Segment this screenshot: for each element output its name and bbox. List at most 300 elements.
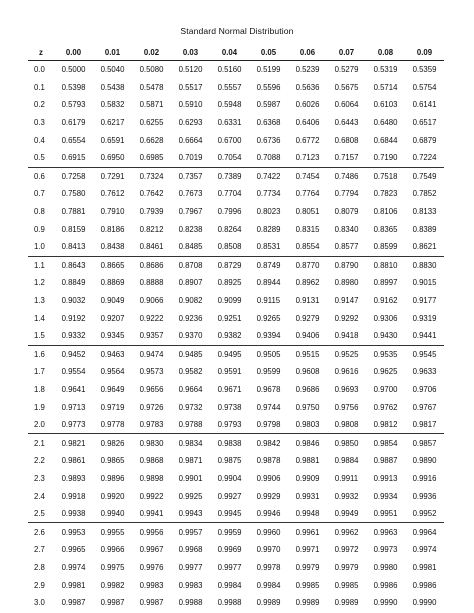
probability-cell: 0.9983	[139, 580, 164, 590]
probability-cell: 0.9963	[373, 527, 398, 537]
probability-cell: 0.9904	[217, 473, 242, 483]
table-row	[28, 220, 444, 238]
probability-cell: 0.5636	[295, 82, 320, 92]
probability-cell: 0.5000	[61, 65, 86, 75]
z-value-cell: 0.4	[34, 135, 45, 145]
probability-cell: 0.9961	[295, 527, 320, 537]
probability-cell: 0.8485	[171, 238, 210, 256]
probability-cell: 0.9953	[61, 527, 86, 537]
probability-cell: 0.6103	[373, 100, 398, 110]
table-header	[28, 45, 444, 61]
probability-cell: 0.9505	[256, 349, 281, 359]
probability-cell: 0.8264	[217, 224, 242, 234]
probability-cell: 0.8413	[54, 238, 93, 256]
table-row	[28, 416, 444, 434]
z-value-cell: 0.7	[34, 189, 45, 199]
probability-cell: 0.9812	[366, 416, 405, 434]
probability-cell: 0.9649	[100, 384, 125, 394]
table-row	[28, 470, 444, 488]
probability-cell: 0.9943	[171, 505, 210, 523]
probability-cell: 0.9983	[178, 580, 203, 590]
probability-cell: 0.9901	[178, 473, 203, 483]
probability-cell: 0.9981	[412, 562, 437, 572]
probability-cell: 0.9738	[217, 402, 242, 412]
probability-cell: 0.9625	[373, 367, 398, 377]
column-header: 0.04	[221, 48, 238, 57]
probability-cell: 0.6443	[334, 118, 359, 128]
z-value-cell: 1.2	[34, 278, 45, 288]
probability-cell: 0.9032	[61, 296, 86, 306]
probability-cell: 0.7389	[217, 171, 242, 181]
probability-cell: 0.6664	[178, 135, 203, 145]
table-row	[28, 559, 444, 577]
probability-cell: 0.8790	[334, 260, 359, 270]
probability-cell: 0.9975	[100, 562, 125, 572]
probability-cell: 0.9633	[412, 367, 437, 377]
probability-cell: 0.9986	[412, 580, 437, 590]
probability-cell: 0.5120	[178, 65, 203, 75]
probability-cell: 0.9485	[178, 349, 203, 359]
probability-cell: 0.9979	[295, 562, 320, 572]
z-value-cell: 0.9	[34, 224, 45, 234]
probability-cell: 0.8133	[412, 207, 437, 217]
z-value-cell: 0.1	[34, 82, 45, 92]
probability-cell: 0.9767	[412, 402, 437, 412]
table-row	[28, 292, 444, 310]
probability-cell: 0.6628	[139, 135, 164, 145]
probability-cell: 0.9834	[178, 438, 203, 448]
probability-cell: 0.8869	[100, 278, 125, 288]
probability-cell: 0.5279	[334, 65, 359, 75]
z-value-cell: 1.8	[34, 384, 45, 394]
z-value-cell: 2.6	[34, 527, 45, 537]
probability-cell: 0.9713	[61, 402, 86, 412]
probability-cell: 0.7939	[139, 207, 164, 217]
probability-cell: 0.6591	[100, 135, 125, 145]
probability-cell: 0.9960	[256, 527, 281, 537]
column-header: 0.09	[416, 48, 433, 57]
probability-cell: 0.9495	[217, 349, 242, 359]
probability-cell: 0.8599	[366, 238, 405, 256]
probability-cell: 0.8289	[256, 224, 281, 234]
probability-cell: 0.6554	[61, 135, 86, 145]
z-value-cell: 1.0	[28, 238, 54, 256]
probability-cell: 0.9292	[334, 313, 359, 323]
probability-cell: 0.9656	[139, 384, 164, 394]
probability-cell: 0.8708	[178, 260, 203, 270]
probability-cell: 0.9817	[405, 416, 444, 434]
probability-cell: 0.6064	[334, 100, 359, 110]
probability-cell: 0.9887	[373, 456, 398, 466]
probability-cell: 0.9977	[178, 562, 203, 572]
probability-cell: 0.9857	[412, 438, 437, 448]
probability-cell: 0.9931	[295, 491, 320, 501]
probability-cell: 0.9099	[217, 296, 242, 306]
probability-cell: 0.9756	[334, 402, 359, 412]
probability-cell: 0.9049	[100, 296, 125, 306]
probability-cell: 0.9357	[132, 327, 171, 345]
probability-cell: 0.5160	[217, 65, 242, 75]
column-header: 0.00	[65, 48, 82, 57]
z-value-cell: 2.3	[34, 473, 45, 483]
probability-cell: 0.9535	[373, 349, 398, 359]
probability-cell: 0.9979	[334, 562, 359, 572]
probability-cell: 0.6879	[412, 135, 437, 145]
probability-cell: 0.8907	[178, 278, 203, 288]
probability-cell: 0.7486	[334, 171, 359, 181]
probability-cell: 0.9762	[373, 402, 398, 412]
probability-cell: 0.8888	[139, 278, 164, 288]
probability-cell: 0.9192	[61, 313, 86, 323]
probability-cell: 0.9082	[178, 296, 203, 306]
probability-cell: 0.9066	[139, 296, 164, 306]
probability-cell: 0.9793	[210, 416, 249, 434]
probability-cell: 0.9678	[256, 384, 281, 394]
probability-cell: 0.9970	[256, 545, 281, 555]
probability-cell: 0.9865	[100, 456, 125, 466]
probability-cell: 0.9893	[61, 473, 86, 483]
probability-cell: 0.9974	[412, 545, 437, 555]
probability-cell: 0.9591	[217, 367, 242, 377]
probability-cell: 0.9949	[327, 505, 366, 523]
probability-cell: 0.9957	[178, 527, 203, 537]
table-row	[28, 114, 444, 132]
probability-cell: 0.9955	[100, 527, 125, 537]
table-row	[28, 256, 444, 274]
probability-cell: 0.8686	[139, 260, 164, 270]
table-row	[28, 505, 444, 523]
probability-cell: 0.9922	[139, 491, 164, 501]
probability-cell: 0.7324	[139, 171, 164, 181]
probability-cell: 0.9989	[295, 598, 320, 608]
probability-cell: 0.9783	[132, 416, 171, 434]
probability-cell: 0.8925	[217, 278, 242, 288]
probability-cell: 0.8079	[334, 207, 359, 217]
z-value-cell: 3.0	[34, 598, 45, 608]
probability-cell: 0.9964	[412, 527, 437, 537]
probability-cell: 0.7734	[256, 189, 281, 199]
z-value-cell: 1.9	[34, 402, 45, 412]
probability-cell: 0.9207	[100, 313, 125, 323]
probability-cell: 0.9952	[405, 505, 444, 523]
probability-cell: 0.7258	[61, 171, 86, 181]
probability-cell: 0.9750	[295, 402, 320, 412]
table-row	[28, 61, 444, 79]
z-value-cell: 1.5	[28, 327, 54, 345]
probability-cell: 0.9981	[61, 580, 86, 590]
probability-cell: 0.9985	[295, 580, 320, 590]
z-value-cell: 2.9	[34, 580, 45, 590]
z-value-cell: 1.6	[34, 349, 45, 359]
probability-cell: 0.9641	[61, 384, 86, 394]
table-row	[28, 434, 444, 452]
probability-cell: 0.8340	[334, 224, 359, 234]
probability-cell: 0.5675	[334, 82, 359, 92]
z-value-cell: 1.7	[34, 367, 45, 377]
probability-cell: 0.7612	[100, 189, 125, 199]
probability-cell: 0.7224	[405, 149, 444, 167]
probability-cell: 0.7454	[295, 171, 320, 181]
probability-cell: 0.9936	[412, 491, 437, 501]
probability-cell: 0.7967	[178, 207, 203, 217]
table-row	[28, 381, 444, 399]
probability-cell: 0.6915	[54, 149, 93, 167]
probability-cell: 0.9940	[93, 505, 132, 523]
probability-cell: 0.9966	[100, 545, 125, 555]
z-value-cell: 2.0	[28, 416, 54, 434]
column-header: 0.02	[143, 48, 160, 57]
probability-cell: 0.8438	[93, 238, 132, 256]
table-row	[28, 363, 444, 381]
probability-cell: 0.8944	[256, 278, 281, 288]
table-row	[28, 238, 444, 256]
probability-cell: 0.9830	[139, 438, 164, 448]
probability-cell: 0.9896	[100, 473, 125, 483]
probability-cell: 0.9990	[412, 598, 437, 608]
probability-cell: 0.5910	[178, 100, 203, 110]
probability-cell: 0.9686	[295, 384, 320, 394]
probability-cell: 0.9932	[334, 491, 359, 501]
probability-cell: 0.9846	[295, 438, 320, 448]
column-header: 0.08	[377, 48, 394, 57]
probability-cell: 0.9861	[61, 456, 86, 466]
probability-cell: 0.9265	[256, 313, 281, 323]
table-row	[28, 131, 444, 149]
table-row	[28, 274, 444, 292]
z-value-cell: 1.4	[34, 313, 45, 323]
column-header-z: z	[39, 48, 43, 57]
probability-cell: 0.7549	[412, 171, 437, 181]
z-value-cell: 0.8	[34, 207, 45, 217]
z-value-cell: 0.2	[34, 100, 45, 110]
probability-cell: 0.9251	[217, 313, 242, 323]
probability-cell: 0.9515	[295, 349, 320, 359]
probability-cell: 0.6331	[217, 118, 242, 128]
probability-cell: 0.5517	[178, 82, 203, 92]
probability-cell: 0.7704	[217, 189, 242, 199]
probability-cell: 0.9959	[217, 527, 242, 537]
probability-cell: 0.9946	[249, 505, 288, 523]
probability-cell: 0.6808	[334, 135, 359, 145]
probability-cell: 0.5199	[256, 65, 281, 75]
probability-cell: 0.9987	[139, 598, 164, 608]
probability-cell: 0.8849	[61, 278, 86, 288]
probability-cell: 0.6368	[256, 118, 281, 128]
probability-cell: 0.8962	[295, 278, 320, 288]
probability-cell: 0.9941	[132, 505, 171, 523]
z-table	[28, 45, 444, 611]
probability-cell: 0.9938	[54, 505, 93, 523]
probability-cell: 0.9890	[412, 456, 437, 466]
probability-cell: 0.7054	[210, 149, 249, 167]
probability-cell: 0.8621	[405, 238, 444, 256]
z-value-cell: 2.4	[34, 491, 45, 501]
probability-cell: 0.9916	[412, 473, 437, 483]
probability-cell: 0.5793	[61, 100, 86, 110]
probability-cell: 0.6141	[412, 100, 437, 110]
probability-cell: 0.9984	[256, 580, 281, 590]
table-row	[28, 452, 444, 470]
probability-cell: 0.7123	[288, 149, 327, 167]
probability-cell: 0.9987	[100, 598, 125, 608]
probability-cell: 0.9956	[139, 527, 164, 537]
probability-cell: 0.9744	[256, 402, 281, 412]
probability-cell: 0.9871	[178, 456, 203, 466]
probability-cell: 0.9279	[295, 313, 320, 323]
probability-cell: 0.9463	[100, 349, 125, 359]
probability-cell: 0.9945	[210, 505, 249, 523]
probability-cell: 0.9951	[366, 505, 405, 523]
probability-cell: 0.9878	[256, 456, 281, 466]
probability-cell: 0.9962	[334, 527, 359, 537]
probability-cell: 0.9838	[217, 438, 242, 448]
probability-cell: 0.7823	[373, 189, 398, 199]
z-value-cell: 1.3	[34, 296, 45, 306]
table-row	[28, 541, 444, 559]
table-row	[28, 594, 444, 612]
probability-cell: 0.9968	[178, 545, 203, 555]
probability-cell: 0.6736	[256, 135, 281, 145]
probability-cell: 0.9972	[334, 545, 359, 555]
probability-cell: 0.9974	[61, 562, 86, 572]
probability-cell: 0.9803	[288, 416, 327, 434]
probability-cell: 0.5080	[139, 65, 164, 75]
column-header: 0.05	[260, 48, 277, 57]
probability-cell: 0.9884	[334, 456, 359, 466]
probability-cell: 0.9978	[256, 562, 281, 572]
probability-cell: 0.9441	[405, 327, 444, 345]
probability-cell: 0.9913	[373, 473, 398, 483]
probability-cell: 0.5319	[373, 65, 398, 75]
probability-cell: 0.7580	[61, 189, 86, 199]
probability-cell: 0.8051	[295, 207, 320, 217]
probability-cell: 0.9988	[178, 598, 203, 608]
probability-cell: 0.9554	[61, 367, 86, 377]
column-header: 0.06	[299, 48, 316, 57]
probability-cell: 0.5438	[100, 82, 125, 92]
probability-cell: 0.8212	[139, 224, 164, 234]
probability-cell: 0.9986	[373, 580, 398, 590]
probability-cell: 0.8643	[61, 260, 86, 270]
probability-cell: 0.8508	[210, 238, 249, 256]
probability-cell: 0.9969	[217, 545, 242, 555]
probability-cell: 0.7422	[256, 171, 281, 181]
probability-cell: 0.9345	[93, 327, 132, 345]
probability-cell: 0.7190	[366, 149, 405, 167]
probability-cell: 0.9236	[178, 313, 203, 323]
probability-cell: 0.9306	[373, 313, 398, 323]
probability-cell: 0.9984	[217, 580, 242, 590]
probability-cell: 0.5398	[61, 82, 86, 92]
probability-cell: 0.9971	[295, 545, 320, 555]
probability-cell: 0.8577	[327, 238, 366, 256]
probability-cell: 0.9177	[412, 296, 437, 306]
probability-cell: 0.9370	[171, 327, 210, 345]
probability-cell: 0.9826	[100, 438, 125, 448]
z-value-cell: 2.1	[34, 438, 45, 448]
probability-cell: 0.9989	[334, 598, 359, 608]
probability-cell: 0.8531	[249, 238, 288, 256]
probability-cell: 0.9015	[412, 278, 437, 288]
probability-cell: 0.5714	[373, 82, 398, 92]
probability-cell: 0.9920	[100, 491, 125, 501]
z-value-cell: 0.6	[34, 171, 45, 181]
probability-cell: 0.8997	[373, 278, 398, 288]
probability-cell: 0.9973	[373, 545, 398, 555]
probability-cell: 0.9798	[249, 416, 288, 434]
probability-cell: 0.9875	[217, 456, 242, 466]
probability-cell: 0.7673	[178, 189, 203, 199]
probability-cell: 0.7764	[295, 189, 320, 199]
probability-cell: 0.7910	[100, 207, 125, 217]
table-row	[28, 149, 444, 167]
probability-cell: 0.9985	[334, 580, 359, 590]
probability-cell: 0.8159	[61, 224, 86, 234]
probability-cell: 0.9909	[295, 473, 320, 483]
probability-cell: 0.9990	[373, 598, 398, 608]
probability-cell: 0.9719	[100, 402, 125, 412]
probability-cell: 0.9525	[334, 349, 359, 359]
table-row	[28, 523, 444, 541]
probability-cell: 0.6517	[412, 118, 437, 128]
probability-cell: 0.7642	[139, 189, 164, 199]
probability-cell: 0.8770	[295, 260, 320, 270]
probability-cell: 0.9821	[61, 438, 86, 448]
probability-cell: 0.8238	[178, 224, 203, 234]
probability-cell: 0.9162	[373, 296, 398, 306]
probability-cell: 0.7291	[100, 171, 125, 181]
probability-cell: 0.8665	[100, 260, 125, 270]
probability-cell: 0.8186	[100, 224, 125, 234]
z-value-cell: 1.1	[34, 260, 45, 270]
probability-cell: 0.7852	[412, 189, 437, 199]
probability-cell: 0.6844	[373, 135, 398, 145]
probability-cell: 0.8315	[295, 224, 320, 234]
table-row	[28, 203, 444, 221]
probability-cell: 0.9700	[373, 384, 398, 394]
probability-cell: 0.9671	[217, 384, 242, 394]
probability-cell: 0.9980	[373, 562, 398, 572]
probability-cell: 0.6985	[132, 149, 171, 167]
probability-cell: 0.9131	[295, 296, 320, 306]
document-title: Standard Normal Distribution	[180, 26, 294, 36]
table-row	[28, 79, 444, 97]
probability-cell: 0.9906	[256, 473, 281, 483]
table-row	[28, 576, 444, 594]
probability-cell: 0.9394	[249, 327, 288, 345]
probability-cell: 0.7794	[334, 189, 359, 199]
probability-cell: 0.5832	[100, 100, 125, 110]
z-value-cell: 2.2	[34, 456, 45, 466]
probability-cell: 0.9452	[61, 349, 86, 359]
probability-cell: 0.9582	[178, 367, 203, 377]
probability-cell: 0.9898	[139, 473, 164, 483]
probability-cell: 0.8810	[373, 260, 398, 270]
probability-cell: 0.5040	[100, 65, 125, 75]
probability-cell: 0.5754	[412, 82, 437, 92]
probability-cell: 0.9982	[100, 580, 125, 590]
probability-cell: 0.5871	[139, 100, 164, 110]
probability-cell: 0.9976	[139, 562, 164, 572]
probability-cell: 0.9854	[373, 438, 398, 448]
probability-cell: 0.9788	[171, 416, 210, 434]
probability-cell: 0.6255	[139, 118, 164, 128]
probability-cell: 0.9664	[178, 384, 203, 394]
table-row	[28, 185, 444, 203]
probability-cell: 0.8729	[217, 260, 242, 270]
column-header: 0.01	[104, 48, 121, 57]
probability-cell: 0.5987	[256, 100, 281, 110]
